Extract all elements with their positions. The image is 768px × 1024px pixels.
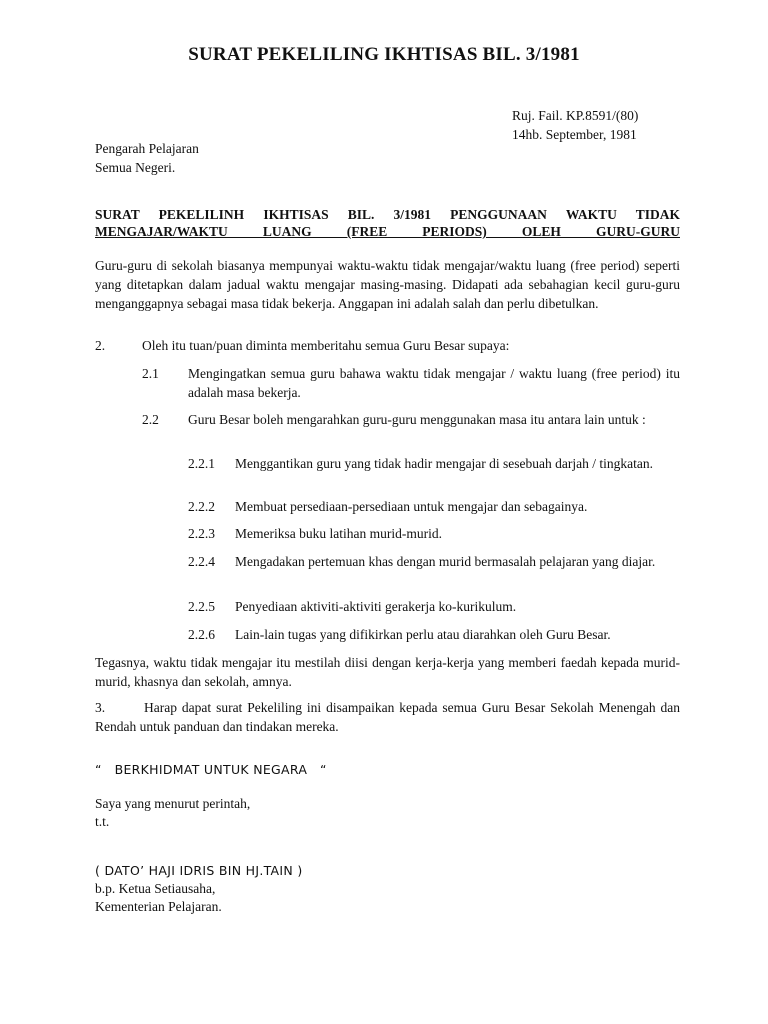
- subject-line-1: SURAT PEKELILINH IKHTISAS BIL. 3/1981 PENGGUNAAN WAKTU TIDAK: [95, 207, 680, 222]
- paragraph-2-number: 2.: [95, 338, 106, 353]
- subitem-number: 2.2.4: [188, 554, 215, 569]
- subitem-text: Mengadakan pertemuan khas dengan murid bermasalah pelajaran yang diajar.: [235, 554, 656, 569]
- subitem-text: Membuat persediaan-persediaan untuk mengajar dan sebagainya.: [235, 499, 588, 514]
- signatory-ministry: Kementerian Pelajaran.: [95, 899, 222, 914]
- subject-heading: [95, 206, 680, 240]
- item-2-1-number: 2.1: [142, 366, 159, 381]
- paragraph-tegasnya: Tegasnya, waktu tidak mengajar itu mestilah diisi dengan kerja-kerja yang memberi faedah kepada murid-murid, khasnya dan sekolah, amnya.: [95, 655, 680, 689]
- subitem-text: Memeriksa buku latihan murid-murid.: [235, 526, 442, 541]
- item-2-2-number: 2.2: [142, 412, 159, 427]
- subitem-number: 2.2.5: [188, 599, 215, 614]
- signatory-block: [95, 880, 222, 916]
- closing-block: [95, 795, 250, 831]
- recipient-line-1: Pengarah Pelajaran: [95, 141, 199, 156]
- item-2-2-text: Guru Besar boleh mengarahkan guru-guru menggunakan masa itu antara lain untuk :: [188, 412, 646, 427]
- subitem-number: 2.2.3: [188, 526, 215, 541]
- subitem-text: Penyediaan aktiviti-aktiviti gerakerja ko-kurikulum.: [235, 599, 517, 614]
- subitem-number: 2.2.2: [188, 499, 215, 514]
- document-title: SURAT PEKELILING IKHTISAS BIL. 3/1981: [188, 44, 580, 65]
- closing-line-1: Saya yang menurut perintah,: [95, 796, 251, 811]
- signatory-name: ( DATO’ HAJI IDRIS BIN HJ.TAIN ): [95, 863, 303, 878]
- motto: “ BERKHIDMAT UNTUK NEGARA “: [95, 762, 327, 777]
- recipient-block: [95, 139, 199, 177]
- signatory-position: b.p. Ketua Setiausaha,: [95, 881, 216, 896]
- subitem-number: 2.2.1: [188, 456, 215, 471]
- paragraph-3-number: 3.: [95, 700, 106, 715]
- paragraph-2-text: Oleh itu tuan/puan diminta memberitahu semua Guru Besar supaya:: [142, 338, 510, 353]
- paragraph-3-text: Harap dapat surat Pekeliling ini disampaikan kepada semua Guru Besar Sekolah Menengah dan Rendah untuk panduan dan tindakan mereka.: [95, 700, 680, 734]
- reference-block: [512, 106, 638, 144]
- recipient-line-2: Semua Negeri.: [95, 160, 176, 175]
- subitem-text: Lain-lain tugas yang difikirkan perlu atau diarahkan oleh Guru Besar.: [235, 627, 611, 642]
- closing-line-2: t.t.: [95, 814, 110, 829]
- paragraph-1: Guru-guru di sekolah biasanya mempunyai waktu-waktu tidak mengajar/waktu luang (free period) seperti yang ditetapkan dalam jadual waktu mengajar masing-masing. Didapati ada sebahagian kecil guru-guru menganggapnya sebagai masa tidak bekerja. Anggapan ini adalah salah dan perlu dibetulkan.: [95, 258, 680, 311]
- item-2-1-text: Mengingatkan semua guru bahawa waktu tidak mengajar / waktu luang (free period) itu adalah masa bekerja.: [188, 366, 680, 400]
- subject-line-2: MENGAJAR/WAKTU LUANG (FREE PERIODS) OLEH GURU-GURU: [95, 224, 680, 239]
- letter-date: 14hb. September, 1981: [512, 127, 637, 142]
- file-reference: Ruj. Fail. KP.8591/(80): [512, 108, 639, 123]
- subitem-number: 2.2.6: [188, 627, 215, 642]
- subitem-text: Menggantikan guru yang tidak hadir mengajar di sesebuah darjah / tingkatan.: [235, 456, 653, 471]
